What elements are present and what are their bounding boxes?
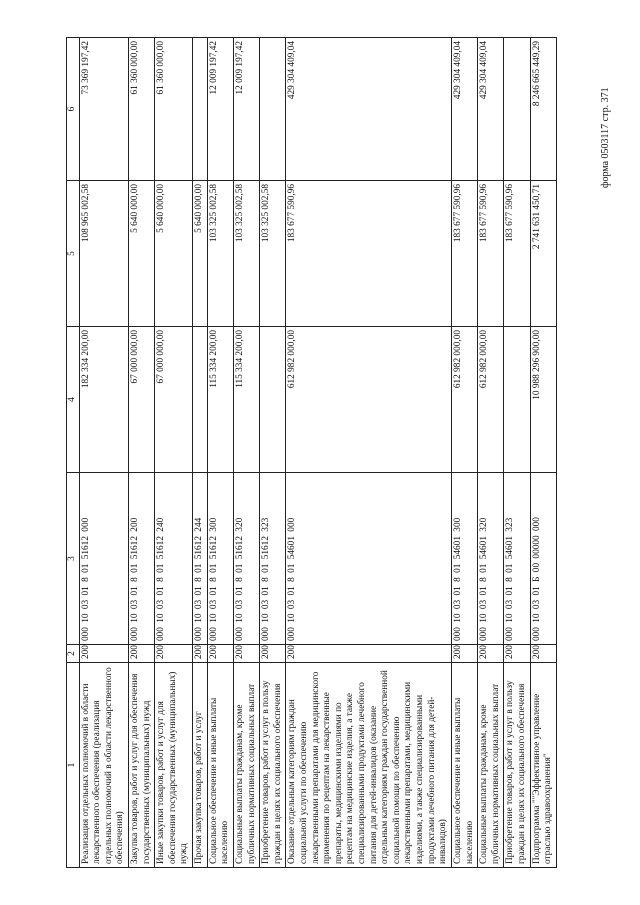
table-row — [260, 38, 286, 868]
unexecuted-amount: 12 009 197,42 — [233, 38, 259, 181]
table-row — [233, 38, 259, 868]
executed-amount: 5 640 000,00 — [155, 181, 193, 327]
table-row — [79, 38, 128, 868]
budget-classification-code: 000 10 03 01 8 01 51612 320 — [233, 473, 259, 645]
budget-classification-code: 000 10 03 01 8 01 51612 300 — [207, 473, 233, 645]
row-name: Подпрограмма ""Эффективное управление отраслью здравоохранения" — [530, 663, 556, 868]
line-code: 200 — [478, 645, 504, 663]
approved-amount: 67 000 000,00 — [129, 327, 155, 473]
approved-amount: 182 334 200,00 — [79, 327, 128, 473]
budget-classification-code: 000 10 03 01 8 01 54601 000 — [286, 473, 452, 645]
unexecuted-amount: 12 009 197,42 — [207, 38, 233, 181]
budget-classification-code: 000 10 03 01 8 01 51612 200 — [129, 473, 155, 645]
executed-amount: 183 677 590,96 — [286, 181, 452, 327]
unexecuted-amount — [193, 38, 208, 181]
approved-amount — [504, 327, 530, 473]
executed-amount: 2 741 631 450,71 — [530, 181, 556, 327]
line-code: 200 — [193, 645, 208, 663]
row-name: Социальные выплаты гражданам, кроме публичных нормативных социальных выплат — [478, 663, 504, 868]
line-code: 200 — [79, 645, 128, 663]
approved-amount: 612 982 000,00 — [478, 327, 504, 473]
table-row — [504, 38, 530, 868]
line-code: 200 — [207, 645, 233, 663]
table-row — [129, 38, 155, 868]
column-header: 3 — [67, 473, 80, 645]
report-page — [66, 38, 596, 868]
column-header: 5 — [67, 181, 80, 327]
budget-classification-code: 000 10 03 01 8 01 51612 323 — [260, 473, 286, 645]
executed-amount: 103 325 002,58 — [207, 181, 233, 327]
table-row — [155, 38, 193, 868]
approved-amount — [260, 327, 286, 473]
table-row — [451, 38, 477, 868]
approved-amount: 612 982 000,00 — [286, 327, 452, 473]
row-name: Реализация отдельных полномочий в области лекарственного обеспечения (реализация отдельных полномочий в области лекарственного обеспечения) — [79, 663, 128, 868]
budget-classification-code: 000 10 03 01 8 01 51612 000 — [79, 473, 128, 645]
approved-amount: 612 982 000,00 — [451, 327, 477, 473]
budget-table — [66, 37, 557, 868]
row-name: Социальное обеспечение и иные выплаты населению — [451, 663, 477, 868]
column-header: 1 — [67, 663, 80, 868]
executed-amount: 5 640 000,00 — [193, 181, 208, 327]
unexecuted-amount: 73 369 197,42 — [79, 38, 128, 181]
budget-classification-code: 000 10 03 01 8 01 51612 240 — [155, 473, 193, 645]
table-row — [286, 38, 452, 868]
line-code: 200 — [260, 645, 286, 663]
unexecuted-amount: 8 246 665 449,29 — [530, 38, 556, 181]
form-number: форма 0503117 стр. 371 — [600, 87, 611, 188]
budget-classification-code: 000 10 03 01 8 01 54601 300 — [451, 473, 477, 645]
table-row — [530, 38, 556, 868]
row-name: Прочая закупка товаров, работ и услуг — [193, 663, 208, 868]
line-code: 200 — [233, 645, 259, 663]
unexecuted-amount: 61 360 000,00 — [129, 38, 155, 181]
approved-amount: 115 334 200,00 — [233, 327, 259, 473]
table-row — [193, 38, 208, 868]
unexecuted-amount: 429 304 409,04 — [286, 38, 452, 181]
approved-amount: 10 988 296 900,00 — [530, 327, 556, 473]
unexecuted-amount: 429 304 409,04 — [451, 38, 477, 181]
row-name: Иные закупки товаров, работ и услуг для обеспечения государственных (муниципальных) нужд — [155, 663, 193, 868]
line-code: 200 — [155, 645, 193, 663]
unexecuted-amount: 429 304 409,04 — [478, 38, 504, 181]
page-header — [600, 18, 620, 188]
row-name: Оказание отдельным категориям граждан социальной услуги по обеспечению лекарственными препаратами для медицинского применения по рецептам на лекарственные препараты, медицинскими изделиями по рецептам на медицинские изделия, а также специализированными продуктами лечебного питания для детей-инвалидов (оказание отдельным категориям граждан государственной социальной помощи по обеспечению лекарственными препаратами, медицинскими изделиями, а также специализированными продуктами лечебного питания для детей-инвалидов) — [286, 663, 452, 868]
executed-amount: 183 677 590,96 — [504, 181, 530, 327]
row-name: Социальные выплаты гражданам, кроме публичных нормативных социальных выплат — [233, 663, 259, 868]
row-name: Приобретение товаров, работ и услуг в пользу граждан в целях их социального обеспечения — [504, 663, 530, 868]
budget-classification-code: 000 10 03 01 Б 00 00000 000 — [530, 473, 556, 645]
row-name: Социальное обеспечение и иные выплаты населению — [207, 663, 233, 868]
line-code: 200 — [129, 645, 155, 663]
row-name: Закупка товаров, работ и услуг для обеспечения государственных (муниципальных) нужд — [129, 663, 155, 868]
executed-amount: 108 965 002,58 — [79, 181, 128, 327]
line-code: 200 — [286, 645, 452, 663]
budget-classification-code: 000 10 03 01 8 01 54601 323 — [504, 473, 530, 645]
budget-classification-code: 000 10 03 01 8 01 51612 244 — [193, 473, 208, 645]
unexecuted-amount — [260, 38, 286, 181]
line-code: 200 — [451, 645, 477, 663]
executed-amount: 183 677 590,96 — [451, 181, 477, 327]
unexecuted-amount — [504, 38, 530, 181]
approved-amount: 115 334 200,00 — [207, 327, 233, 473]
executed-amount: 103 325 002,58 — [260, 181, 286, 327]
executed-amount: 5 640 000,00 — [129, 181, 155, 327]
approved-amount — [193, 327, 208, 473]
table-row — [478, 38, 504, 868]
table-row — [207, 38, 233, 868]
executed-amount: 183 677 590,96 — [478, 181, 504, 327]
line-code: 200 — [530, 645, 556, 663]
budget-classification-code: 000 10 03 01 8 01 54601 320 — [478, 473, 504, 645]
row-name: Приобретение товаров, работ и услуг в пользу граждан в целях их социального обеспечения — [260, 663, 286, 868]
column-header: 6 — [67, 38, 80, 181]
approved-amount: 67 000 000,00 — [155, 327, 193, 473]
unexecuted-amount: 61 360 000,00 — [155, 38, 193, 181]
executed-amount: 103 325 002,58 — [233, 181, 259, 327]
column-number-row — [67, 38, 80, 868]
column-header: 4 — [67, 327, 80, 473]
line-code: 200 — [504, 645, 530, 663]
column-header: 2 — [67, 645, 80, 663]
